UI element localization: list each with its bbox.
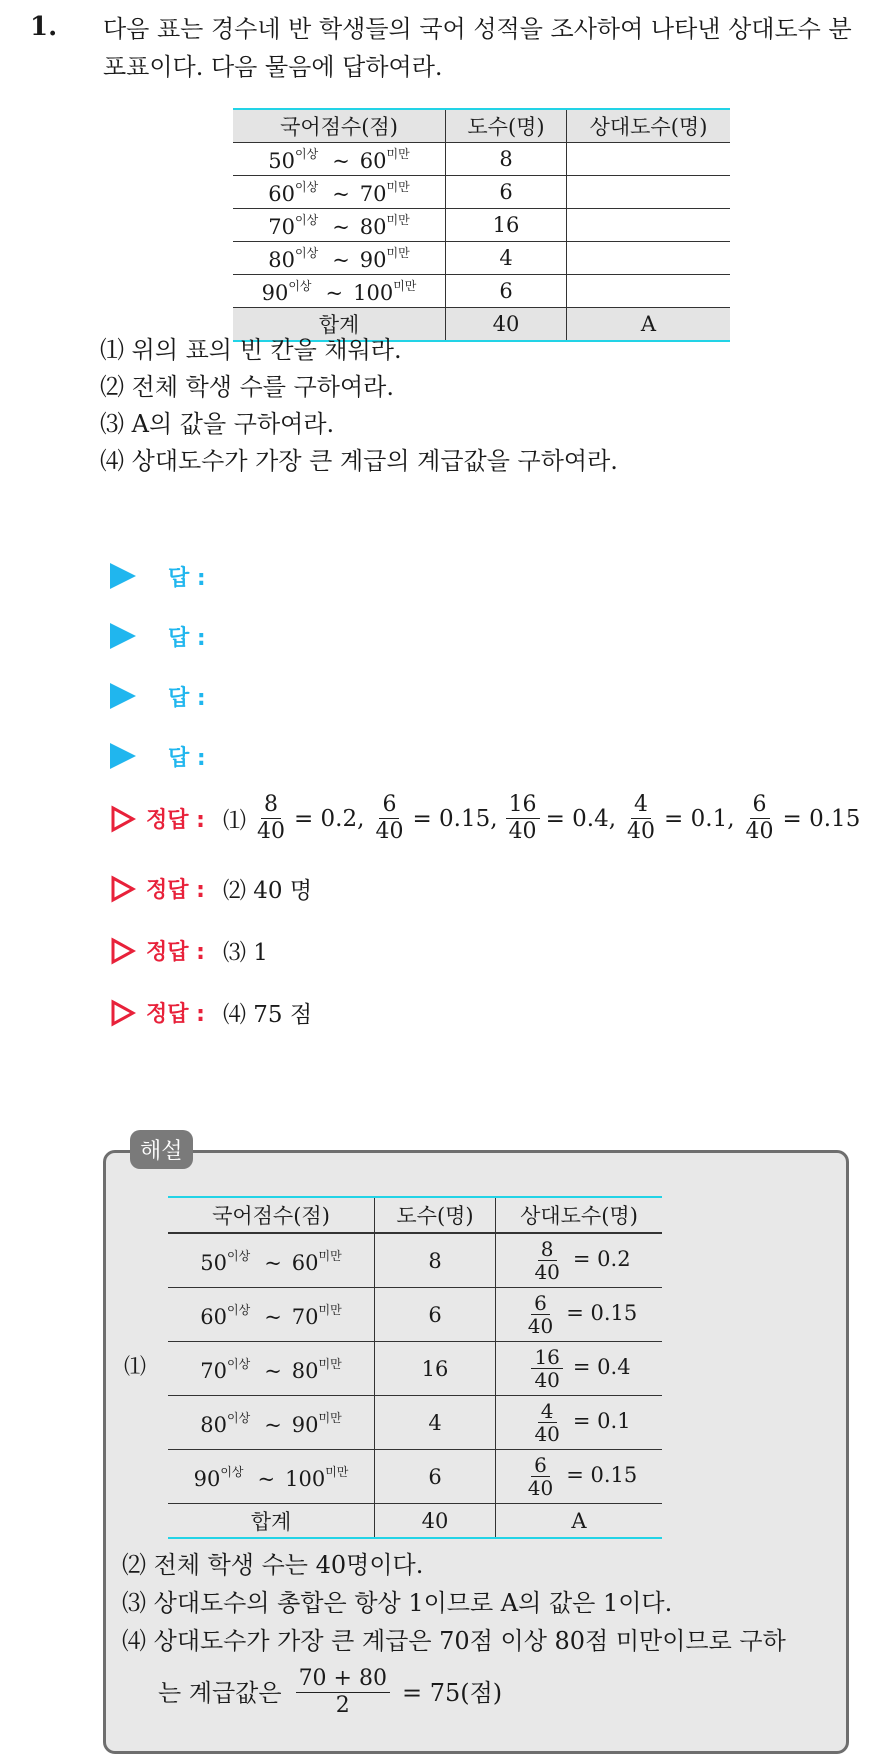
fraction xyxy=(525,1454,556,1499)
table-row xyxy=(168,1396,662,1450)
table-row xyxy=(233,242,730,275)
correct-2-text: ⑵ 40 명 xyxy=(222,878,313,904)
ge-mark: 이상 xyxy=(227,1356,251,1371)
frequency-table xyxy=(233,108,730,342)
correct-4-text: ⑷ 75 점 xyxy=(222,1002,313,1028)
fraction-denominator: 40 xyxy=(534,1422,560,1446)
tilde: ~ xyxy=(332,182,350,206)
class-range xyxy=(233,143,446,176)
count-cell: 8 xyxy=(446,143,567,176)
col-header-score: 국어점수(점) xyxy=(233,109,446,143)
answer-label: 답 : xyxy=(168,685,206,711)
class-upper: 70 xyxy=(359,182,387,206)
question-text: 다음 표는 경수네 반 학생들의 국어 성적을 조사하여 나타낸 상대도수 분포표이다. 다음 물음에 답하여라. xyxy=(103,15,852,81)
fraction-denominator: 40 xyxy=(527,1476,554,1500)
table-row xyxy=(168,1342,662,1396)
class-lower: 70 xyxy=(200,1358,227,1383)
fraction xyxy=(254,792,288,845)
class-lower: 90 xyxy=(261,281,289,305)
col-header-count: 도수(명) xyxy=(446,109,567,143)
rel-freq-cell-empty[interactable] xyxy=(567,209,731,242)
count-cell: 16 xyxy=(375,1342,496,1396)
rel-freq-cell-empty[interactable] xyxy=(567,242,731,275)
class-lower: 80 xyxy=(200,1412,227,1437)
table-row xyxy=(233,275,730,308)
tilde: ~ xyxy=(332,215,350,239)
correct-label: 정답 : xyxy=(146,808,205,833)
rel-freq-cell-empty[interactable] xyxy=(567,143,731,176)
correct-label: 정답 : xyxy=(146,940,205,965)
class-lower: 50 xyxy=(268,149,295,173)
fraction-value: = 0.1, xyxy=(664,805,735,832)
explanation-tag: 해설 xyxy=(130,1130,193,1169)
tilde: ~ xyxy=(264,1358,282,1383)
total-label: 합계 xyxy=(168,1504,375,1539)
class-lower: 70 xyxy=(268,215,295,239)
fraction-numerator: 6 xyxy=(750,792,770,819)
subquestion-1: ⑴ 위의 표의 빈 칸을 채워라. xyxy=(100,336,402,364)
fraction xyxy=(372,792,406,845)
fraction-denominator: 40 xyxy=(508,819,537,844)
answer-label: 답 : xyxy=(168,625,206,651)
tilde: ~ xyxy=(264,1304,282,1329)
fraction-denominator: 40 xyxy=(534,1260,560,1284)
fraction-value: = 0.2, xyxy=(293,805,365,832)
fraction xyxy=(531,1238,562,1283)
explanation-line-4: ⑷ 상대도수가 가장 큰 계급은 70점 이상 80점 미만이므로 구하 xyxy=(122,1627,786,1655)
fraction-numerator: 6 xyxy=(531,1454,550,1477)
class-upper: 100 xyxy=(353,281,394,305)
count-cell: 6 xyxy=(375,1288,496,1342)
fraction-numerator: 8 xyxy=(261,792,281,819)
tilde: ~ xyxy=(332,248,350,272)
rel-freq-value: = 0.15 xyxy=(566,1301,638,1325)
tilde: ~ xyxy=(332,149,350,173)
class-range xyxy=(168,1233,375,1288)
class-range xyxy=(233,176,446,209)
fraction-numerator: 70 + 80 xyxy=(296,1666,390,1693)
col-header-rel: 상대도수(명) xyxy=(496,1197,663,1233)
total-count: 40 xyxy=(375,1504,496,1539)
correct-answer-3 xyxy=(110,934,268,967)
fraction-numerator: 4 xyxy=(631,792,651,819)
fraction-value: = 0.15 xyxy=(782,805,861,832)
fraction xyxy=(531,1346,562,1391)
fraction-numerator: 16 xyxy=(531,1346,562,1369)
outline-arrow-icon xyxy=(110,937,136,965)
count-cell: 4 xyxy=(375,1396,496,1450)
ge-mark: 이상 xyxy=(295,246,319,260)
correct-label: 정답 : xyxy=(146,1002,205,1027)
total-label: 합계 xyxy=(233,308,446,342)
rel-freq-cell xyxy=(496,1342,663,1396)
class-range xyxy=(233,275,446,308)
class-upper: 100 xyxy=(285,1466,326,1491)
lt-mark: 미만 xyxy=(318,1248,342,1263)
fraction xyxy=(506,792,540,845)
lt-mark: 미만 xyxy=(318,1302,342,1317)
lt-mark: 미만 xyxy=(386,213,410,227)
table-row xyxy=(233,209,730,242)
count-cell: 6 xyxy=(446,275,567,308)
fraction-numerator: 6 xyxy=(531,1292,550,1315)
fraction-numerator: 8 xyxy=(538,1238,557,1261)
count-cell: 6 xyxy=(375,1450,496,1504)
correct-3-text: ⑶ 1 xyxy=(222,940,268,966)
fraction-denominator: 40 xyxy=(256,819,285,844)
tilde: ~ xyxy=(264,1412,282,1437)
table-row xyxy=(168,1233,662,1288)
correct-1-fractions xyxy=(250,792,864,845)
play-arrow-icon xyxy=(110,563,136,589)
rel-freq-cell-empty[interactable] xyxy=(567,176,731,209)
ge-mark: 이상 xyxy=(220,1464,244,1479)
class-lower: 60 xyxy=(268,182,295,206)
explanation-part1-label: ⑴ xyxy=(124,1355,147,1380)
table-row xyxy=(233,143,730,176)
play-arrow-icon xyxy=(110,623,136,649)
correct-answer-1 xyxy=(110,792,864,845)
class-range xyxy=(168,1288,375,1342)
rel-freq-cell xyxy=(496,1233,663,1288)
class-upper: 60 xyxy=(359,149,387,173)
lt-mark: 미만 xyxy=(318,1410,342,1425)
rel-freq-cell xyxy=(496,1396,663,1450)
col-header-score: 국어점수(점) xyxy=(168,1197,375,1233)
correct-answer-4 xyxy=(110,996,312,1029)
tilde: ~ xyxy=(264,1250,282,1275)
outline-arrow-icon xyxy=(110,875,136,903)
answer-line-3[interactable] xyxy=(110,676,206,716)
ge-mark: 이상 xyxy=(227,1302,251,1317)
class-upper: 80 xyxy=(359,215,387,239)
class-upper: 90 xyxy=(359,248,387,272)
rel-freq-cell-empty[interactable] xyxy=(567,275,731,308)
class-range xyxy=(233,242,446,275)
total-rel: A xyxy=(496,1504,663,1539)
fraction-denominator: 40 xyxy=(745,819,774,844)
lt-mark: 미만 xyxy=(386,147,410,161)
subquestion-4: ⑷ 상대도수가 가장 큰 계급의 계급값을 구하여라. xyxy=(100,447,618,475)
answer-label: 답 : xyxy=(168,565,206,591)
explanation-line-2: ⑵ 전체 학생 수는 40명이다. xyxy=(122,1551,424,1579)
fraction-value: = 0.15, xyxy=(412,805,498,832)
fraction-denominator: 40 xyxy=(527,1314,554,1338)
rel-freq-value: = 0.4 xyxy=(572,1355,631,1379)
explanation-line-5-prefix: 는 계급값은 xyxy=(158,1678,282,1707)
outline-arrow-icon xyxy=(110,999,136,1027)
play-arrow-icon xyxy=(110,683,136,709)
fraction xyxy=(743,792,777,845)
tilde: ~ xyxy=(325,281,344,305)
fraction xyxy=(624,792,658,845)
answer-label: 답 : xyxy=(168,745,206,771)
fraction xyxy=(525,1292,556,1337)
total-rel: A xyxy=(567,308,731,342)
class-upper: 70 xyxy=(291,1304,319,1329)
class-range xyxy=(233,209,446,242)
table-row xyxy=(168,1450,662,1504)
fraction-value: = 0.4, xyxy=(545,805,617,832)
ge-mark: 이상 xyxy=(227,1248,251,1263)
play-arrow-icon xyxy=(110,743,136,769)
explanation-line-5-suffix: = 75(점) xyxy=(401,1678,503,1707)
ge-mark: 이상 xyxy=(295,213,319,227)
class-range xyxy=(168,1342,375,1396)
correct-label: 정답 : xyxy=(146,878,205,903)
class-lower: 80 xyxy=(268,248,295,272)
explanation-line-5 xyxy=(158,1666,878,1719)
fraction-denominator: 40 xyxy=(534,1368,560,1392)
count-cell: 6 xyxy=(446,176,567,209)
question-number: 1. xyxy=(30,12,58,42)
tilde: ~ xyxy=(257,1466,276,1491)
table-row xyxy=(168,1288,662,1342)
ge-mark: 이상 xyxy=(227,1410,251,1425)
fraction xyxy=(531,1400,562,1445)
count-cell: 4 xyxy=(446,242,567,275)
lt-mark: 미만 xyxy=(386,246,410,260)
correct-answer-2 xyxy=(110,872,312,905)
answer-line-4[interactable] xyxy=(110,736,206,776)
lt-mark: 미만 xyxy=(318,1356,342,1371)
lt-mark: 미만 xyxy=(393,279,417,293)
rel-freq-cell xyxy=(496,1450,663,1504)
col-header-rel: 상대도수(명) xyxy=(567,109,731,143)
class-mark-fraction xyxy=(296,1666,390,1719)
class-upper: 60 xyxy=(291,1250,319,1275)
class-lower: 50 xyxy=(200,1250,227,1275)
class-upper: 90 xyxy=(291,1412,319,1437)
lt-mark: 미만 xyxy=(386,180,410,194)
answer-line-2[interactable] xyxy=(110,616,206,656)
table-row xyxy=(233,176,730,209)
ge-mark: 이상 xyxy=(288,279,312,293)
count-cell: 8 xyxy=(375,1233,496,1288)
class-range xyxy=(168,1450,375,1504)
subquestion-2: ⑵ 전체 학생 수를 구하여라. xyxy=(100,373,394,401)
explanation-table xyxy=(168,1196,662,1539)
rel-freq-value: = 0.15 xyxy=(566,1463,638,1487)
rel-freq-value: = 0.2 xyxy=(572,1247,631,1271)
explanation-line-3: ⑶ 상대도수의 총합은 항상 1이므로 A의 값은 1이다. xyxy=(122,1589,673,1617)
rel-freq-value: = 0.1 xyxy=(572,1409,631,1433)
outline-arrow-icon xyxy=(110,805,136,833)
fraction-numerator: 16 xyxy=(506,792,540,819)
class-range xyxy=(168,1396,375,1450)
total-count: 40 xyxy=(446,308,567,342)
fraction-denominator: 2 xyxy=(335,1693,350,1718)
class-lower: 60 xyxy=(200,1304,227,1329)
col-header-count: 도수(명) xyxy=(375,1197,496,1233)
class-upper: 80 xyxy=(291,1358,319,1383)
fraction-denominator: 40 xyxy=(627,819,656,844)
fraction-denominator: 40 xyxy=(375,819,404,844)
fraction-numerator: 6 xyxy=(379,792,399,819)
rel-freq-cell xyxy=(496,1288,663,1342)
class-lower: 90 xyxy=(193,1466,221,1491)
fraction-numerator: 4 xyxy=(538,1400,557,1423)
subquestion-3: ⑶ A의 값을 구하여라. xyxy=(100,410,335,438)
ge-mark: 이상 xyxy=(295,147,319,161)
correct-1-prefix: ⑴ xyxy=(222,808,246,834)
ge-mark: 이상 xyxy=(295,180,319,194)
subquestion-list xyxy=(100,332,860,480)
lt-mark: 미만 xyxy=(325,1464,349,1479)
count-cell: 16 xyxy=(446,209,567,242)
answer-line-1[interactable] xyxy=(110,556,206,596)
